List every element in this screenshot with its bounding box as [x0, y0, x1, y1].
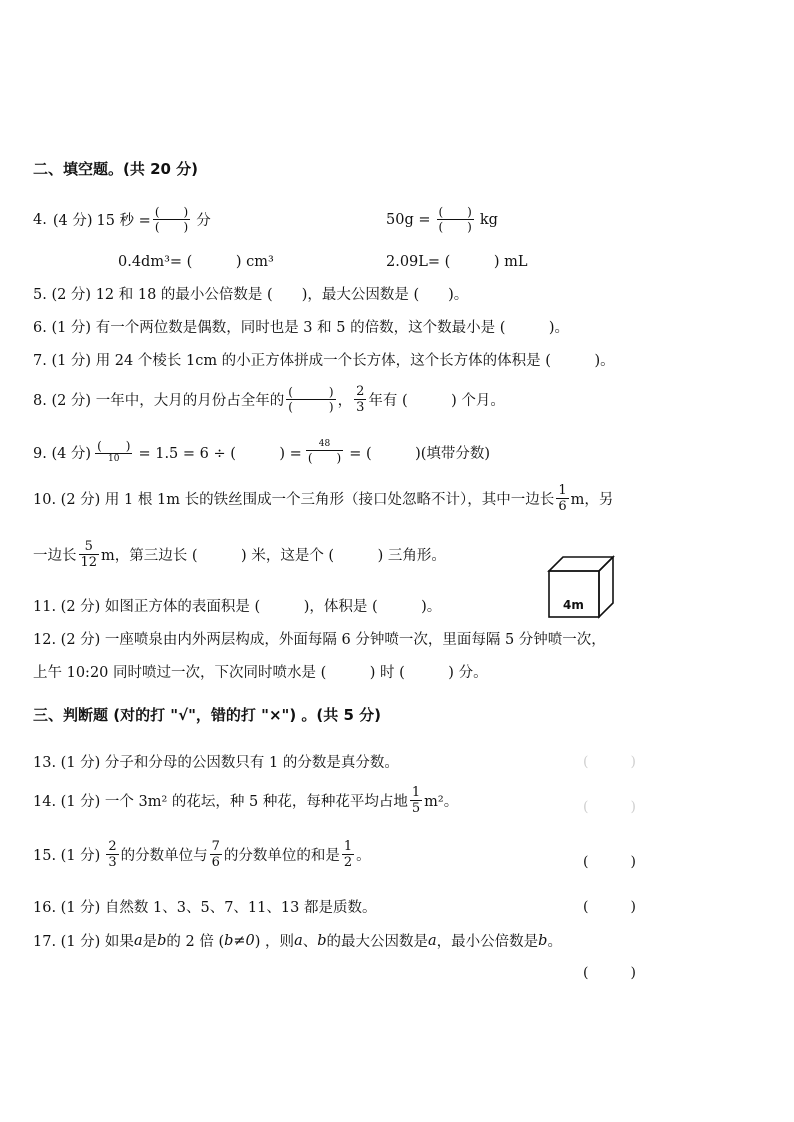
question-10-line-2 — [33, 540, 446, 569]
q4-number: 4. — [33, 211, 47, 228]
q17-var-b: b — [157, 932, 167, 949]
q15-f3-denominator: 2 — [343, 855, 353, 870]
q9-b-numerator: 48 — [318, 439, 331, 449]
q17-mid-1: 是 — [142, 934, 158, 950]
question-4-line-1b — [386, 206, 498, 233]
q17-separator: 、 — [302, 934, 318, 950]
question-15 — [33, 840, 371, 869]
q17-var-b-2: b — [317, 932, 327, 949]
q10-f2-numerator: 5 — [84, 539, 93, 554]
q14-numerator: 1 — [411, 785, 421, 800]
q17-var-a-3: a — [428, 932, 437, 949]
q4-b-unit: kg — [479, 211, 498, 228]
q15-f1-numerator: 2 — [108, 839, 117, 854]
q8-numerator-blank[interactable]: ( ) — [288, 385, 334, 399]
q10-f1-numerator: 1 — [558, 483, 567, 498]
q4-a-fraction — [153, 206, 190, 233]
q9-middle[interactable]: = 1.5 = 6 ÷ ( ) = — [138, 445, 302, 462]
question-13: 13. (1 分) 分子和分母的公因数只有 1 的分数是真分数。 — [33, 755, 399, 771]
q10-line1-prefix: 10. (2 分) 用 1 根 1m 长的铁丝围成一个三角形（接口处忽略不计），其中一边长 — [33, 492, 555, 508]
cube-edge-label: 4m — [563, 598, 584, 612]
q14-suffix: m²。 — [424, 794, 459, 810]
q17-mid-5: ，最小公倍数是 — [436, 934, 539, 950]
q9-suffix[interactable]: = ( )(填带分数) — [349, 445, 491, 462]
q15-suffix: 。 — [356, 848, 371, 864]
q15-f2-numerator: 7 — [211, 839, 220, 854]
q15-f3-numerator: 1 — [343, 839, 353, 854]
q10-line1-suffix: m，另 — [570, 492, 614, 508]
q10-fraction-five-twelfths — [79, 540, 100, 569]
question-12-line-2[interactable]: 上午 10:20 同时喷过一次，下次同时喷水是 ( ) 时 ( ) 分。 — [33, 665, 488, 681]
q15-answer-paren[interactable]: ( ) — [583, 854, 636, 870]
q9-fraction-b — [306, 440, 343, 464]
q17-mid-2: 的 2 倍 ( — [166, 934, 225, 950]
q4-b-prefix: 50g = — [386, 211, 431, 228]
question-6[interactable]: 6. (1 分) 有一个两位数是偶数，同时也是 3 和 5 的倍数，这个数最小是 ( )。 — [33, 320, 570, 336]
q17-prefix: 17. (1 分) 如果 — [33, 934, 134, 950]
q16-answer-paren[interactable]: ( ) — [583, 899, 636, 915]
q4-b-numerator-blank[interactable]: ( ) — [438, 205, 472, 219]
q14-prefix: 14. (1 分) 一个 3m² 的花坛，种 5 种花，每种花平均占地 — [33, 794, 408, 810]
q14-answer-paren[interactable]: ( ) — [583, 799, 636, 815]
q10-f2-denominator: 12 — [80, 555, 98, 570]
section-2-title: 二、填空题。(共 20 分) — [33, 160, 199, 178]
q17-suffix: 。 — [547, 934, 562, 950]
question-10-line-1 — [33, 484, 613, 513]
question-16: 16. (1 分) 自然数 1、3、5、7、11、13 都是质数。 — [33, 900, 377, 916]
q9-fraction-a — [95, 440, 132, 464]
q15-f2-denominator: 6 — [211, 855, 220, 870]
q14-fraction-one-fifth — [410, 786, 422, 815]
q17-mid-3: ) ，则 — [254, 934, 295, 950]
q14-denominator: 5 — [411, 801, 421, 816]
q8-denominator-blank[interactable]: ( ) — [288, 400, 334, 414]
question-11[interactable]: 11. (2 分) 如图正方体的表面积是 ( )，体积是 ( )。 — [33, 599, 442, 615]
q17-mid-4: 的最大公因数是 — [326, 934, 429, 950]
q9-a-denominator: 10 — [108, 454, 120, 464]
question-7[interactable]: 7. (1 分) 用 24 个棱长 1cm 的小正方体拼成一个长方体，这个长方体的体积是 ( )。 — [33, 353, 615, 369]
q8-prefix: 8. (2 分) 一年中，大月的月份占全年的 — [33, 393, 285, 409]
question-17 — [33, 930, 562, 951]
q4-b-fraction — [437, 206, 474, 233]
q10-f1-denominator: 6 — [558, 499, 567, 514]
q4-d[interactable]: 2.09L= ( ) mL — [386, 254, 528, 270]
question-8 — [33, 385, 505, 414]
section-3-title: 三、判断题 (对的打 "√"，错的打 "×") 。(共 5 分) — [33, 706, 382, 724]
q17-var-b-3: b — [538, 932, 548, 949]
q15-fraction-one-half — [342, 840, 354, 869]
q4-a-unit: 分 — [196, 213, 211, 229]
q17-var-a-2: a — [294, 932, 303, 949]
q8-fraction-blank — [286, 386, 335, 413]
q9-prefix: 9. (4 分) — [33, 445, 92, 462]
q10-line2-prefix: 一边长 — [33, 548, 77, 564]
q4-a-numerator-blank[interactable]: ( ) — [154, 205, 189, 219]
question-14 — [33, 786, 458, 815]
question-9 — [33, 440, 490, 464]
q15-prefix: 15. (1 分) — [33, 848, 101, 864]
q15-f1-denominator: 3 — [108, 855, 117, 870]
q8-suffix[interactable]: 年有 ( ) 个月。 — [368, 393, 505, 409]
q17-condition: b≠0 — [224, 932, 255, 949]
q15-fraction-two-thirds — [106, 840, 118, 869]
q4-a-denominator-blank[interactable]: ( ) — [154, 220, 189, 234]
question-12-line-1: 12. (2 分) 一座喷泉由内外两层构成，外面每隔 6 分钟喷一次，里面每隔 5 分钟喷一次， — [33, 632, 606, 648]
question-4-line-1 — [33, 206, 211, 233]
q4-c[interactable]: 0.4dm³= ( ) cm³ — [118, 254, 274, 270]
q17-var-a: a — [133, 932, 143, 949]
question-5[interactable]: 5. (2 分) 12 和 18 的最小公倍数是 ( )，最大公因数是 ( )。 — [33, 287, 469, 303]
q8-comma: ， — [337, 393, 353, 409]
q8-g-denominator: 3 — [356, 400, 365, 415]
q15-fraction-seven-sixths — [210, 840, 222, 869]
q9-b-denominator-blank[interactable]: ( ) — [307, 451, 342, 465]
q13-answer-paren[interactable]: ( ) — [583, 754, 636, 770]
q10-fraction-one-sixth — [556, 484, 568, 513]
q8-fraction-two-thirds — [354, 385, 366, 414]
q17-answer-paren[interactable]: ( ) — [583, 965, 636, 981]
q4-score: (4 分) — [52, 213, 93, 229]
q10-line2-suffix[interactable]: m，第三边长 ( ) 米，这是个 ( ) 三角形。 — [101, 548, 446, 564]
q15-middle: 的分数单位与 — [120, 848, 208, 864]
q4-b-denominator-blank[interactable]: ( ) — [438, 220, 472, 234]
q8-g-numerator: 2 — [356, 384, 365, 399]
q4-a-prefix: 15 秒 = — [96, 213, 151, 229]
q15-middle-2: 的分数单位的和是 — [223, 848, 340, 864]
q9-a-numerator-blank[interactable]: ( ) — [97, 439, 131, 453]
